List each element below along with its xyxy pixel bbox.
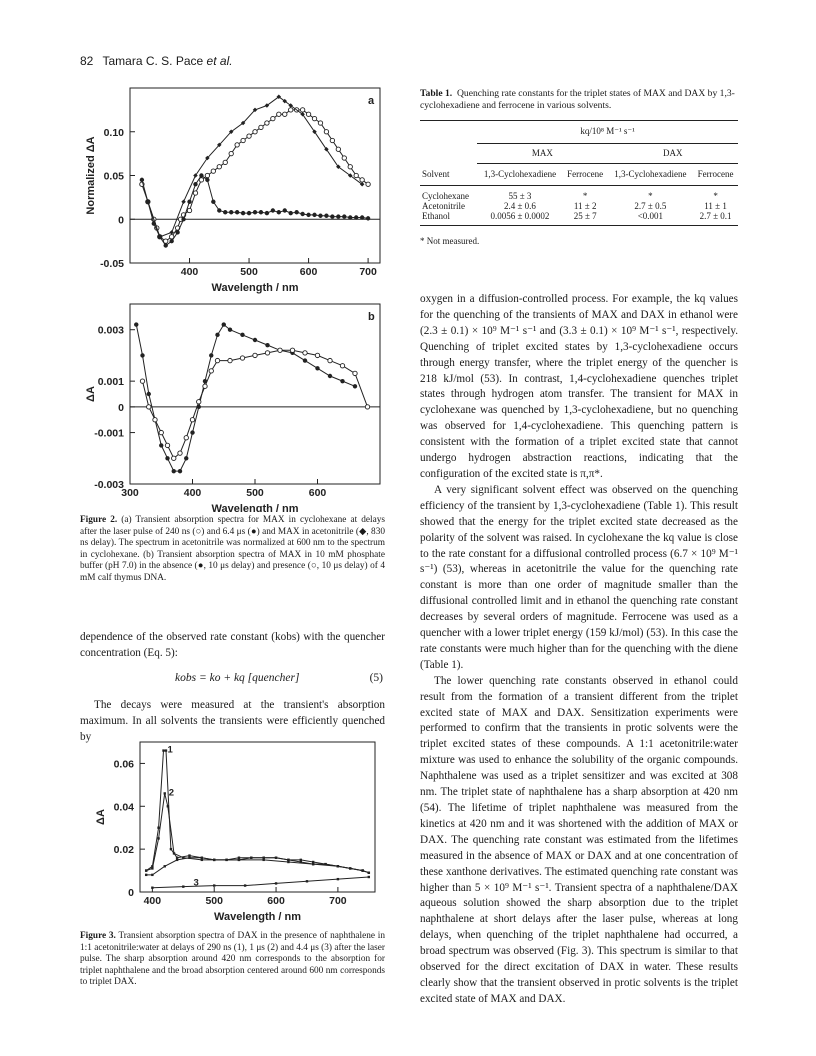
data-point [151,874,153,876]
data-point [290,348,294,352]
data-point [287,861,289,863]
data-point [247,134,251,138]
figure-2a [82,82,392,302]
data-point [222,322,226,326]
data-point [190,430,194,434]
data-point [354,215,358,219]
data-point [199,173,203,177]
data-point [188,857,190,859]
data-point [368,876,370,878]
group-max: MAX [477,143,607,163]
data-point [366,182,370,186]
data-point [259,210,263,214]
y-tick-label: 0 [118,401,124,414]
data-point [300,859,302,861]
data-point [209,369,213,373]
data-point [306,880,308,882]
data-point [145,869,147,871]
column-header: Solvent [422,168,450,179]
data-point [151,887,153,889]
data-point [229,151,233,155]
data-point [318,121,322,125]
data-point [201,857,203,859]
equation-5: kobs = ko + kq [quencher] (5) [175,671,383,684]
x-tick-label: 400 [180,266,199,278]
data-point [238,857,240,859]
x-axis-label: Wavelength / nm [211,282,299,294]
data-point [300,108,304,112]
page-number: 82 [80,54,94,68]
data-point [275,857,277,859]
left-column-text [80,630,385,746]
data-point [328,358,332,362]
series-line [143,350,368,458]
data-point [159,430,163,434]
data-point [324,214,328,218]
series-label: 1 [167,744,173,756]
y-tick-label: 0.05 [103,170,124,183]
data-point [159,443,163,447]
paragraph: The lower quenching rate constants observed in ethanol could result from the formation of a transient different from the triplet excited state of MAX and DAX. Sensitization experiments were performed to confirm that the transients in protic solvents were the triplet excited states of these compounds. A 1:1 acetonitrile:water mixture was used to enhance the solubility of the organic compounds. Naphthalene was used as a triplet sensitizer and was excited at 308 nm. The triplet state of naphthalene has a sharp absorption at 420 nm (54). The lifetime of triplet naphthalene was measured from the kinetics at 420 nm and it was shortened with the addition of MAX or DAX. The quenching rate constant was estimated from the lifetimes measured in the absence of MAX or DAX and at one concentration of these xanthone derivatives. The estimated quenching rate constant was higher than 5 × 10⁹ M⁻¹ s⁻¹. Transient spectra of a naphthalene/DAX aqueous solution showed the sharp absorption due to the triplet naphthalene at short delays after the laser pulse, whereas at long delays, when quenching of the triplet naphthalene had occurred, a broad spectrum was observed (Fig. 3). This spectrum is similar to that observed for the direct excitation of DAX in water. These results clearly show that the transient observed in protic solvents is the triplet excited state of MAX and DAX. [420,674,738,1005]
data-point [275,882,277,884]
data-point [265,121,269,125]
data-point [184,456,188,460]
data-point [165,456,169,460]
data-point [147,405,151,409]
data-point [353,384,357,388]
data-point [265,351,269,355]
data-point [342,214,346,218]
data-point [173,852,175,854]
data-point [147,392,151,396]
series-line [146,793,369,872]
data-point [271,116,275,120]
data-point [303,358,307,362]
data-point [303,351,307,355]
data-point [289,108,293,112]
panel-label: a [368,95,375,107]
quenching-table [420,121,738,226]
x-tick-label: 400 [183,487,202,499]
x-axis-label: Wavelength / nm [211,503,299,512]
data-point [225,859,227,861]
data-point [164,792,166,794]
y-tick-label: -0.001 [94,427,124,440]
plot-frame [140,742,375,892]
data-point [360,178,364,182]
data-point [330,214,334,218]
data-point [188,854,190,856]
data-point [223,160,227,164]
data-point [244,884,246,886]
data-point [366,216,370,220]
data-point [211,200,215,204]
data-point [176,857,178,859]
data-point [213,884,215,886]
data-point [193,191,197,195]
y-tick-label: -0.05 [100,258,124,270]
group-dax: DAX [608,143,738,163]
data-point [337,878,339,880]
data-point [318,214,322,218]
data-point [241,211,245,215]
figure-3-plot [82,738,387,928]
data-point [228,328,232,332]
series-line [146,751,369,873]
data-point [312,116,316,120]
data-point [306,112,310,116]
data-point [140,353,144,357]
y-tick-label: 0 [118,214,124,227]
panel-label: b [368,311,375,323]
data-point [193,182,197,186]
data-point [240,356,244,360]
figure-3 [82,738,387,933]
data-point [336,147,340,151]
data-point [217,165,221,169]
data-point [151,867,153,869]
data-point [289,211,293,215]
data-point [278,348,282,352]
data-point [294,210,298,214]
y-tick-label: 0.003 [97,324,124,337]
data-point [176,859,178,861]
data-point [336,214,340,218]
data-point [228,358,232,362]
y-axis-label: Normalized ΔA [85,136,97,215]
data-point [175,230,179,234]
data-point [365,405,369,409]
data-point [178,469,182,473]
data-point [253,130,257,134]
series-label: 2 [168,787,175,799]
data-point [157,827,159,829]
data-point [140,178,144,182]
data-point [265,343,269,347]
data-point [215,358,219,362]
y-tick-label: 0.04 [113,801,134,814]
data-point [315,366,319,370]
y-tick-label: 0.02 [113,844,134,857]
y-tick-label: 0 [128,887,134,899]
paragraph: The decays were measured at the transient's absorption maximum. In all solvents the transients were efficiently quenched by [80,698,385,743]
data-point [262,857,264,859]
column-header: 1,3-Cyclohexadiene [483,169,557,179]
data-point [169,239,173,243]
y-axis-label: ΔA [95,809,107,825]
table-row: Acetonitrile 2.4 ± 0.6 11 ± 2 2.7 ± 0.5 11 ± 1 [422,201,727,211]
data-point [253,210,257,214]
data-point [312,213,316,217]
data-point [235,210,239,214]
data-point [340,379,344,383]
table-1-caption: Table 1. Quenching rate constants for the triplet states of MAX and DAX by 1,3-cyclohexadiene and ferrocene in various solvents. [420,88,735,111]
column-header: 1,3-Cyclohexadiene [614,169,687,179]
data-point [348,215,352,219]
data-point [328,374,332,378]
data-point [140,379,144,383]
data-point [315,353,319,357]
data-point [283,112,287,116]
data-point [223,210,227,214]
data-point [181,217,185,221]
data-point [368,872,370,874]
y-tick-label: 0.06 [113,758,134,771]
data-point [330,138,334,142]
data-point [340,364,344,368]
data-point [277,112,281,116]
paragraph: oxygen in a diffusion-controlled process. For example, the kq values for the quenching of the transients of MAX and DAX in ethanol were (2.3 ± 0.1) × 10⁹ M⁻¹ s⁻¹ and (3.3 ± 0.1) × 10⁹ M⁻¹ s⁻¹, respectively. Quenching of triplet excited states by 1,3-cyclohexadiene occurs through energy transfer, where the triplet energy of the quencher is 218 kJ/mol (53). In contrast, 1,4-cyclohexadiene quenches triplet states through hydrogen atom transfer. The transient for MAX in cyclohexane was quenched by 1,3-cyclohexadiene, but no quenching was observed for 1,4-cyclohexadiene. This quenching pattern is consistent with the formation of a triplet excited state that cannot undergo hydrogen abstraction reactions, indicating that the configuration of the excited state is π,π*. [420,293,738,480]
data-point [165,443,169,447]
data-point [361,869,363,871]
data-point [271,208,275,212]
data-point [153,418,157,422]
series-line [152,877,368,888]
y-tick-label: 0.10 [103,126,124,139]
data-point [253,353,257,357]
data-point [259,125,263,129]
data-point [247,211,251,215]
data-point [181,199,186,204]
data-point [342,156,346,160]
data-point [205,173,209,177]
data-point [229,210,233,214]
data-point [253,338,257,342]
data-point [145,874,147,876]
table-footnote: * Not measured. [420,236,480,246]
data-point [170,848,172,850]
data-point [262,859,264,861]
data-point [213,859,215,861]
data-point [312,861,314,863]
right-column-text [420,292,738,1008]
table-row: Cyclohexane 55 ± 3 * * * [422,191,718,201]
data-point [164,243,168,247]
data-point [360,215,364,219]
data-point [238,859,240,861]
x-tick-label: 400 [143,895,162,907]
x-tick-label: 500 [205,895,223,907]
data-point [283,208,287,212]
data-point [134,322,138,326]
data-point [164,865,166,867]
table-1 [420,88,738,246]
figure-3-caption: Figure 3. Transient absorption spectra of DAX in the presence of naphthalene in 1:1 acetonitrile:water at delays of 290 ns (1), 1 μs (2) and 4.4 μs (3) after the laser pulse. The sharp absorption around 420 nm corresponds to the absorption for triplet naphthalene and the broad absorption centered around 600 nm corresponds to triplet DAX. [80,931,386,988]
data-point [203,384,207,388]
x-tick-label: 700 [329,895,347,907]
running-header [80,54,233,68]
y-tick-label: -0.003 [94,479,124,491]
data-point [348,165,352,169]
figure-2-caption: Figure 2. (a) Transient absorption spectra for MAX in cyclohexane at delays after the laser pulse of 240 ns (○) and 6.4 μs (●) and MAX in acetonitrile (◆, 830 ns delay). The spectrum in acetonitrile was normalized at 600 nm to the spectrum in cyclohexane. (b) Transient absorption spectra of MAX in 10 mM phosphate buffer (pH 7.0) in the absence (●, 10 μs delay) and presence (○, 10 μs delay) of 4 mM calf thymus DNA. [80,515,385,583]
x-tick-label: 700 [359,266,377,278]
data-point [162,749,164,751]
units-header: kq/10⁸ M⁻¹ s⁻¹ [477,121,738,143]
data-point [240,333,244,337]
x-tick-label: 600 [299,266,318,278]
x-axis-label: Wavelength / nm [214,911,301,923]
data-point [178,451,182,455]
x-tick-label: 600 [267,895,285,907]
data-point [197,400,201,404]
data-point [184,436,188,440]
data-point [205,178,209,182]
x-tick-label: 300 [121,487,139,499]
figure-2b-plot [82,300,392,512]
data-point [277,210,281,214]
data-point [349,867,351,869]
data-point [306,213,310,217]
data-point [190,418,194,422]
x-tick-label: 500 [246,487,264,499]
paragraph: A very significant solvent effect was observed on the quenching efficiency of the transient by 1,3-cyclohexadiene (Table 1). This result showed that the energy for the triplet excited state decreased as the polarity of the solvent was raised. In cyclohexane the kq value is close to the rate constant for a diffusional controlled process (6.7 × 10⁹ M⁻¹ s⁻¹) (53), whereas in acetonitrile the value for the quenching rate constant is more than one order of magnitude smaller than the diffusional controlled limit and in ethanol the quenching rate constant decreases by several orders of magnitude. Ferrocene was used as a quencher with a lower triplet energy (159 kJ/mol) (53). In this case the rate constants were much higher than for the quenching with the diene (Table 1). [420,483,738,671]
data-point [265,211,269,215]
series-label: 3 [193,877,199,889]
data-point [312,863,314,865]
data-point [187,208,191,212]
data-point [241,138,245,142]
plot-frame [130,88,380,263]
data-point [187,200,191,204]
paragraph: dependence of the observed rate constant (kobs) with the quencher concentration (Eq. 5): [80,631,385,659]
data-point [337,865,339,867]
column-header: Ferrocene [567,169,604,179]
data-point [167,805,169,807]
column-header: Ferrocene [697,169,734,179]
data-point [250,857,252,859]
y-axis-label: ΔA [85,386,97,402]
data-point [353,371,357,375]
data-point [324,130,328,134]
data-point [172,469,176,473]
data-point [182,885,184,887]
data-point [235,143,239,147]
data-point [201,859,203,861]
data-point [211,169,215,173]
data-point [157,837,159,839]
data-point [217,208,221,212]
data-point [300,861,302,863]
x-tick-label: 500 [240,266,258,278]
data-point [300,212,304,216]
data-point [324,863,326,865]
table-row: Ethanol 0.0056 ± 0.0002 25 ± 7 <0.001 2.7 ± 0.1 [420,211,738,226]
data-point [172,456,176,460]
data-point [354,173,358,177]
data-point [215,333,219,337]
x-tick-label: 600 [308,487,327,499]
figure-2a-plot [82,82,392,297]
y-tick-label: 0.001 [97,376,124,389]
data-point [209,353,213,357]
authors: Tamara C. S. Pace et al. [102,54,233,68]
figure-2b [82,300,392,517]
data-point [287,859,289,861]
